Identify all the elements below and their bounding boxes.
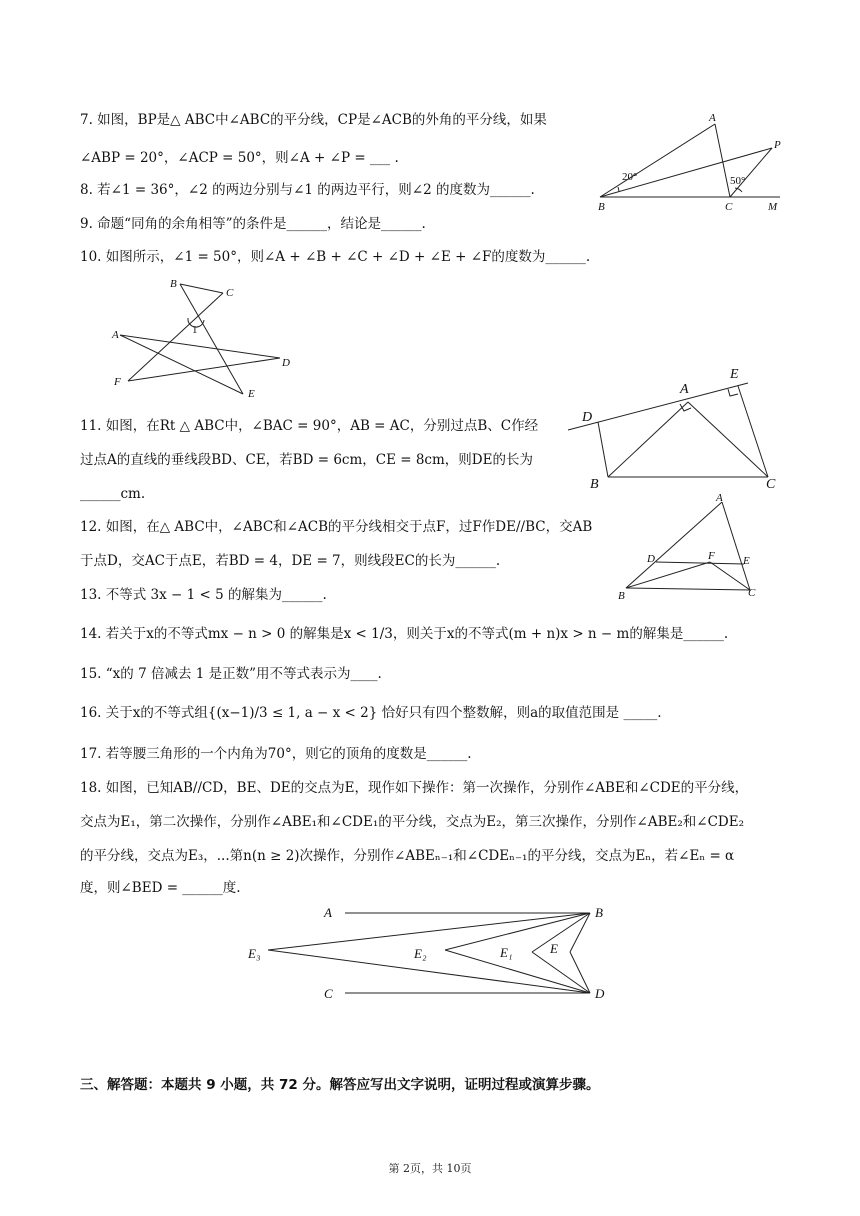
fig12-label-c: C bbox=[748, 587, 756, 599]
fig12-label-f: F bbox=[708, 550, 715, 562]
question-8: 8. 若∠1 = 36°，∠2 的两边分别与∠1 的两边平行，则∠2 的度数为______. bbox=[80, 182, 535, 198]
question-11-line-2: 过点A的直线的垂线段BD、CE，若BD = 6cm，CE = 8cm，则DE的长为 bbox=[80, 452, 533, 468]
fig18-label-c: C bbox=[324, 986, 333, 1001]
question-18-line-4: 度，则∠BED = ______度. bbox=[80, 880, 241, 896]
fig18-label-d: D bbox=[595, 986, 605, 1001]
fig18-label-e2: E₂ bbox=[414, 946, 427, 961]
fig10-label-d: D bbox=[282, 357, 290, 369]
question-15: 15. “x的 7 倍减去 1 是正数”用不等式表示为____. bbox=[80, 666, 382, 682]
question-16: 16. 关于x的不等式组{(x−1)/3 ≤ 1, a − x < 2} 恰好只有四个整数解，则a的取值范围是 _____. bbox=[80, 705, 662, 721]
fig7-label-b: B bbox=[598, 201, 605, 213]
question-7-line-2: ∠ABP = 20°，∠ACP = 50°，则∠A + ∠P = ___ . bbox=[80, 150, 399, 166]
fig18-label-e: E bbox=[550, 941, 558, 956]
question-7-line-1: 7. 如图，BP是△ ABC中∠ABC的平分线，CP是∠ACB的外角的平分线，如果 bbox=[80, 112, 547, 128]
question-18-line-2: 交点为E₁，第二次操作，分别作∠ABE₁和∠CDE₁的平分线，交点为E₂，第三次操作，分别作∠ABE₂和∠CDE₂ bbox=[80, 814, 744, 830]
fig10-label-b: B bbox=[170, 278, 177, 290]
fig7-label-a: A bbox=[709, 112, 716, 124]
fig10-label-f: F bbox=[114, 376, 121, 388]
fig7-angle-50: 50° bbox=[730, 175, 746, 187]
fig11-label-e: E bbox=[730, 367, 739, 382]
question-12-line-2: 于点D，交AC于点E，若BD = 4，DE = 7，则线段EC的长为______. bbox=[80, 553, 501, 569]
fig11-label-a: A bbox=[680, 382, 689, 397]
question-13: 13. 不等式 3x − 1 < 5 的解集为______. bbox=[80, 587, 327, 603]
fig7-angle-20: 20° bbox=[622, 171, 638, 183]
question-9: 9. 命题“同角的余角相等”的条件是______，结论是______. bbox=[80, 216, 426, 232]
fig10-label-1: 1 bbox=[192, 324, 198, 336]
figure-q18 bbox=[240, 900, 620, 1005]
figure-q10 bbox=[108, 276, 308, 401]
fig18-label-b: B bbox=[595, 905, 603, 920]
question-11-line-3: ______cm. bbox=[80, 486, 146, 502]
fig12-label-b: B bbox=[618, 590, 625, 602]
fig12-label-e: E bbox=[743, 555, 750, 567]
question-18-line-1: 18. 如图，已知AB//CD，BE、DE的交点为E，现作如下操作：第一次操作，分别作∠ABE和∠CDE的平分线， bbox=[80, 780, 749, 796]
question-10: 10. 如图所示，∠1 = 50°，则∠A + ∠B + ∠C + ∠D + ∠E + ∠F的度数为______. bbox=[80, 249, 591, 265]
fig18-label-a: A bbox=[324, 905, 332, 920]
question-12-line-1: 12. 如图，在△ ABC中，∠ABC和∠ACB的平分线相交于点F，过F作DE//BC，交AB bbox=[80, 519, 593, 535]
fig18-label-e1: E₁ bbox=[500, 945, 513, 960]
figure-q11 bbox=[560, 360, 785, 495]
fig18-label-e3: E₃ bbox=[248, 946, 261, 961]
fig12-label-d: D bbox=[647, 553, 655, 565]
fig11-label-c: C bbox=[766, 477, 776, 492]
fig7-label-m: M bbox=[768, 201, 778, 213]
figure-q12 bbox=[610, 492, 770, 607]
fig7-label-p: P bbox=[774, 139, 781, 151]
fig7-label-c: C bbox=[725, 201, 733, 213]
fig11-label-b: B bbox=[590, 477, 599, 492]
question-17: 17. 若等腰三角形的一个内角为70°，则它的顶角的度数是______. bbox=[80, 746, 472, 762]
figure-q7 bbox=[590, 108, 790, 218]
fig10-label-c: C bbox=[226, 287, 234, 299]
page-footer: 第 2页，共 10页 bbox=[388, 1162, 472, 1175]
fig11-label-d: D bbox=[582, 410, 593, 425]
fig12-label-a: A bbox=[716, 492, 723, 504]
section-heading: 三、解答题：本题共 9 小题，共 72 分。解答应写出文字说明，证明过程或演算步骤。 bbox=[80, 1077, 600, 1093]
question-14: 14. 若关于x的不等式mx − n > 0 的解集是x < 1/3，则关于x的不等式(m + n)x > n − m的解集是______. bbox=[80, 626, 729, 642]
fig10-label-a: A bbox=[112, 329, 119, 341]
question-11-line-1: 11. 如图，在Rt △ ABC中，∠BAC = 90°，AB = AC，分别过点B、C作经 bbox=[80, 418, 539, 434]
question-18-line-3: 的平分线，交点为E₃，...第n(n ≥ 2)次操作，分别作∠ABEₙ₋₁和∠CDEₙ₋₁的平分线，交点为Eₙ，若∠Eₙ = α bbox=[80, 848, 735, 864]
fig10-label-e: E bbox=[248, 388, 255, 400]
